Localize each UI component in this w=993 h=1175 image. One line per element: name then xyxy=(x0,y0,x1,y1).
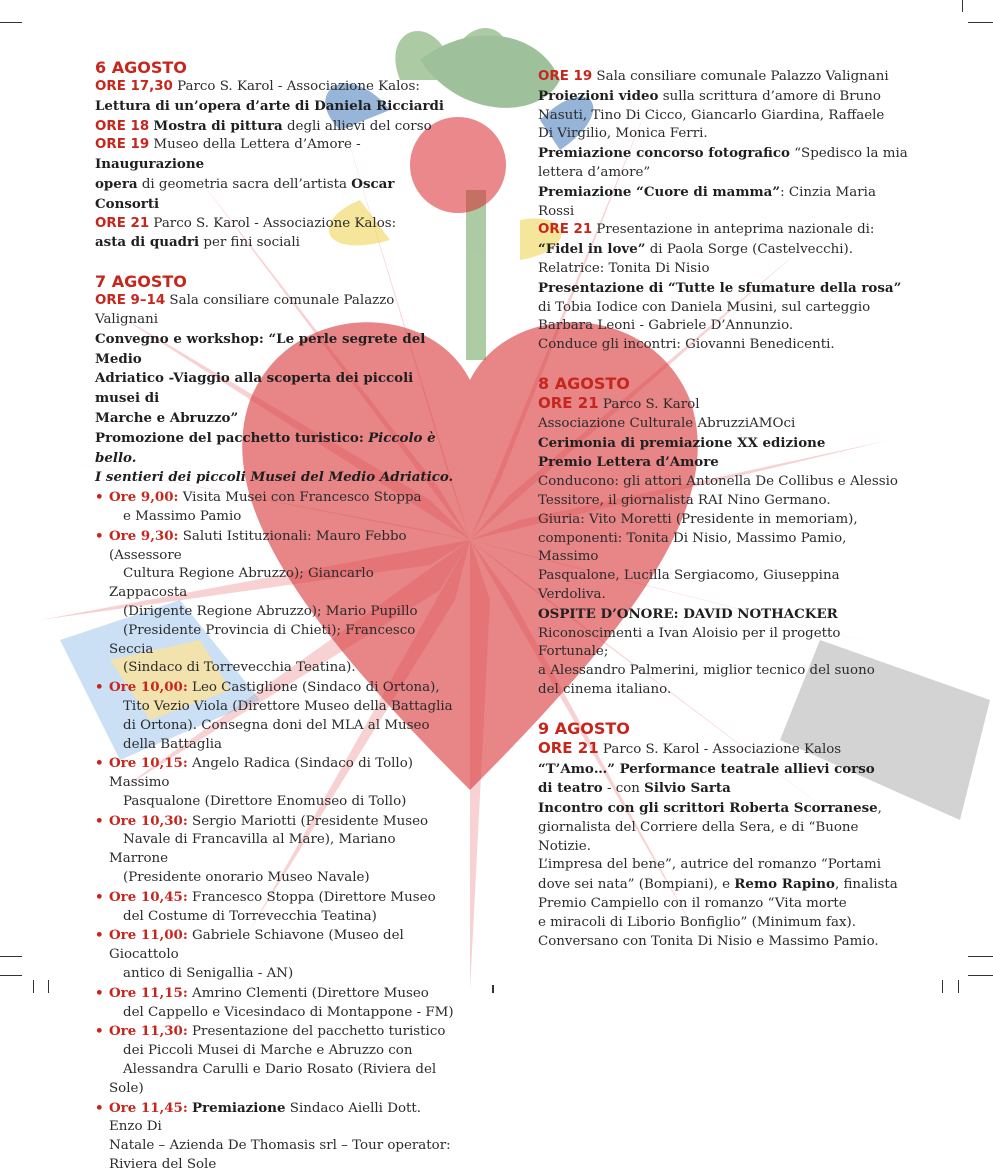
crop-mark xyxy=(968,956,993,957)
crop-mark xyxy=(0,956,22,957)
event-8-21: ORE 21 Parco S. Karol Associazione Culturale AbruzziAMOci Cerimonia di premiazione XX edizione Premio Lettera d’Amore Conducono: gli attori Antonella De Collibus e Alessio Tessitore, il giornalista RAI Nino Germano. Giuria: Vito Moretti (Presidente in memoriam), componenti: Tonita Di Nisio, Massimo Pamio, Massimo Pasqualone, Lucilla Sergiacomo, Giuseppina Verdoliva. OSPITE D’ONORE: DAVID NOTHACKER Riconoscimenti a Ivan Aloisio per il progetto Fortunale; a Alessandro Palmerini, miglior tecnico del suono del cinema italiano. xyxy=(538,393,898,697)
list-item: • Ore 11,45: Premiazione Sindaco Aielli Dott. Enzo Di Natale – Azienda De Thomasis srl – Tour operator: Riviera del Sole xyxy=(95,1099,451,1173)
crop-mark xyxy=(962,0,963,12)
list-item: • Ore 10,45: Francesco Stoppa (Direttore Museo del Costume di Torrevecchia Teatina) xyxy=(95,888,436,924)
event-7-21: ORE 21 Presentazione in anteprima nazionale di: “Fidel in love” di Paola Sorge (Castelvecchi). Relatrice: Tonita Di Nisio Presentazione di “Tutte le sfumature della rosa” di Tobia Iodice con Daniela Musini, sul carteggio Barbara Leoni - Gabriele D’Annunzio. Conduce gli incontri: Giovanni Benedicenti. xyxy=(538,222,902,353)
crop-mark xyxy=(968,975,993,976)
day-heading-6-agosto: 6 AGOSTO xyxy=(95,58,187,77)
crop-mark xyxy=(958,980,959,993)
event-9-21: ORE 21 Parco S. Karol - Associazione Kalos “T’Amo…” Performance teatrale allievi corso di teatro - con Silvio Sarta Incontro con gli scrittori Roberta Scorranese, giornalista del Corriere della Sera, e di “Buone Notizie. L’impresa del bene”, autrice del romanzo “Portami dove sei nata” (Bompiani), e Remo Rapino, finalista Premio Campiello con il romanzo “Vita morte e miracoli di Liborio Bonfiglio” (Minimum fax). Conversano con Tonita Di Nisio e Massimo Pamio. xyxy=(538,738,898,949)
day-heading-7-agosto: 7 AGOSTO xyxy=(95,272,187,292)
crop-mark xyxy=(968,22,993,23)
day-heading-8-agosto: 8 AGOSTO xyxy=(538,373,630,393)
crop-mark xyxy=(48,980,49,993)
event-6-19: ORE 19 Museo della Lettera d’Amore - Inaugurazione opera di geometria sacra dell’artista Oscar Consorti xyxy=(95,137,395,212)
event-7-9-14: ORE 9–14 Sala consiliare comunale Palazzo Valignani Convegno e workshop: “Le perle segrete del Medio Adriatico -Viaggio alla scoperta dei piccoli musei di Marche e Abruzzo” Promozione del pacchetto turistico: Piccolo è bello. I sentieri dei piccoli Musei del Medio Adriatico. xyxy=(95,293,454,486)
event-6-18: ORE 18 Mostra di pittura degli allievi del corso xyxy=(95,117,432,134)
crop-mark xyxy=(492,985,494,993)
crop-mark xyxy=(942,980,943,993)
crop-mark xyxy=(0,975,22,976)
list-item: • Ore 9,30: Saluti Istituzionali: Mauro Febbo (Assessore Cultura Regione Abruzzo); Giancarlo Zappacosta (Dirigente Regione Abruzzo); Mario Pupillo (Presidente Provincia di Chieti); Francesco Seccia (Sindaco di Torrevecchia Teatina). xyxy=(95,527,418,676)
schedule-list-7-agosto xyxy=(95,488,455,1175)
event-7-19: ORE 19 Sala consiliare comunale Palazzo Valignani Proiezioni video sulla scrittura d’amore di Bruno Nasuti, Tino Di Cicco, Giancarlo Giardina, Raffaele Di Virgilio, Monica Ferri. Premiazione concorso fotografico “Spedisco la mia lettera d’amore” Premiazione “Cuore di mamma”: Cinzia Maria Rossi xyxy=(538,69,908,219)
list-item: • Ore 10,30: Sergio Mariotti (Presidente Museo Navale di Francavilla al Mare), Mariano Marrone (Presidente onorario Museo Navale) xyxy=(95,812,429,886)
crop-mark xyxy=(0,22,22,23)
list-item: • Ore 11,00: Gabriele Schiavone (Museo del Giocattolo antico di Senigallia - AN) xyxy=(95,927,404,982)
crop-mark xyxy=(33,980,34,993)
day-heading-9-agosto: 9 AGOSTO xyxy=(538,718,630,738)
list-item: • Ore 10,00: Leo Castiglione (Sindaco di Ortona), Tito Vezio Viola (Direttore Museo della Battaglia di Ortona). Consegna doni del MLA al Museo della Battaglia xyxy=(95,679,453,752)
event-6-17-30: ORE 17,30 Parco S. Karol - Associazione Kalos: Lettura di un’opera d’arte di Daniela Ricciardi xyxy=(95,79,444,114)
list-item: • Ore 9,00: Visita Musei con Francesco Stoppa e Massimo Pamio xyxy=(95,489,422,524)
program-column-right xyxy=(538,68,908,951)
program-column-left xyxy=(95,58,455,1175)
event-6-21: ORE 21 Parco S. Karol - Associazione Kalos: asta di quadri per fini sociali xyxy=(95,215,397,251)
list-item: • Ore 11,15: Amrino Clementi (Direttore Museo del Cappello e Vicesindaco di Montappone - FM) xyxy=(95,984,454,1020)
list-item: • Ore 11,30: Presentazione del pacchetto turistico dei Piccoli Musei di Marche e Abruzzo con Alessandra Carulli e Dario Rosato (Riviera del Sole) xyxy=(95,1023,446,1096)
list-item: • Ore 10,15: Angelo Radica (Sindaco di Tollo) Massimo Pasqualone (Direttore Enomuseo di Tollo) xyxy=(95,755,413,809)
